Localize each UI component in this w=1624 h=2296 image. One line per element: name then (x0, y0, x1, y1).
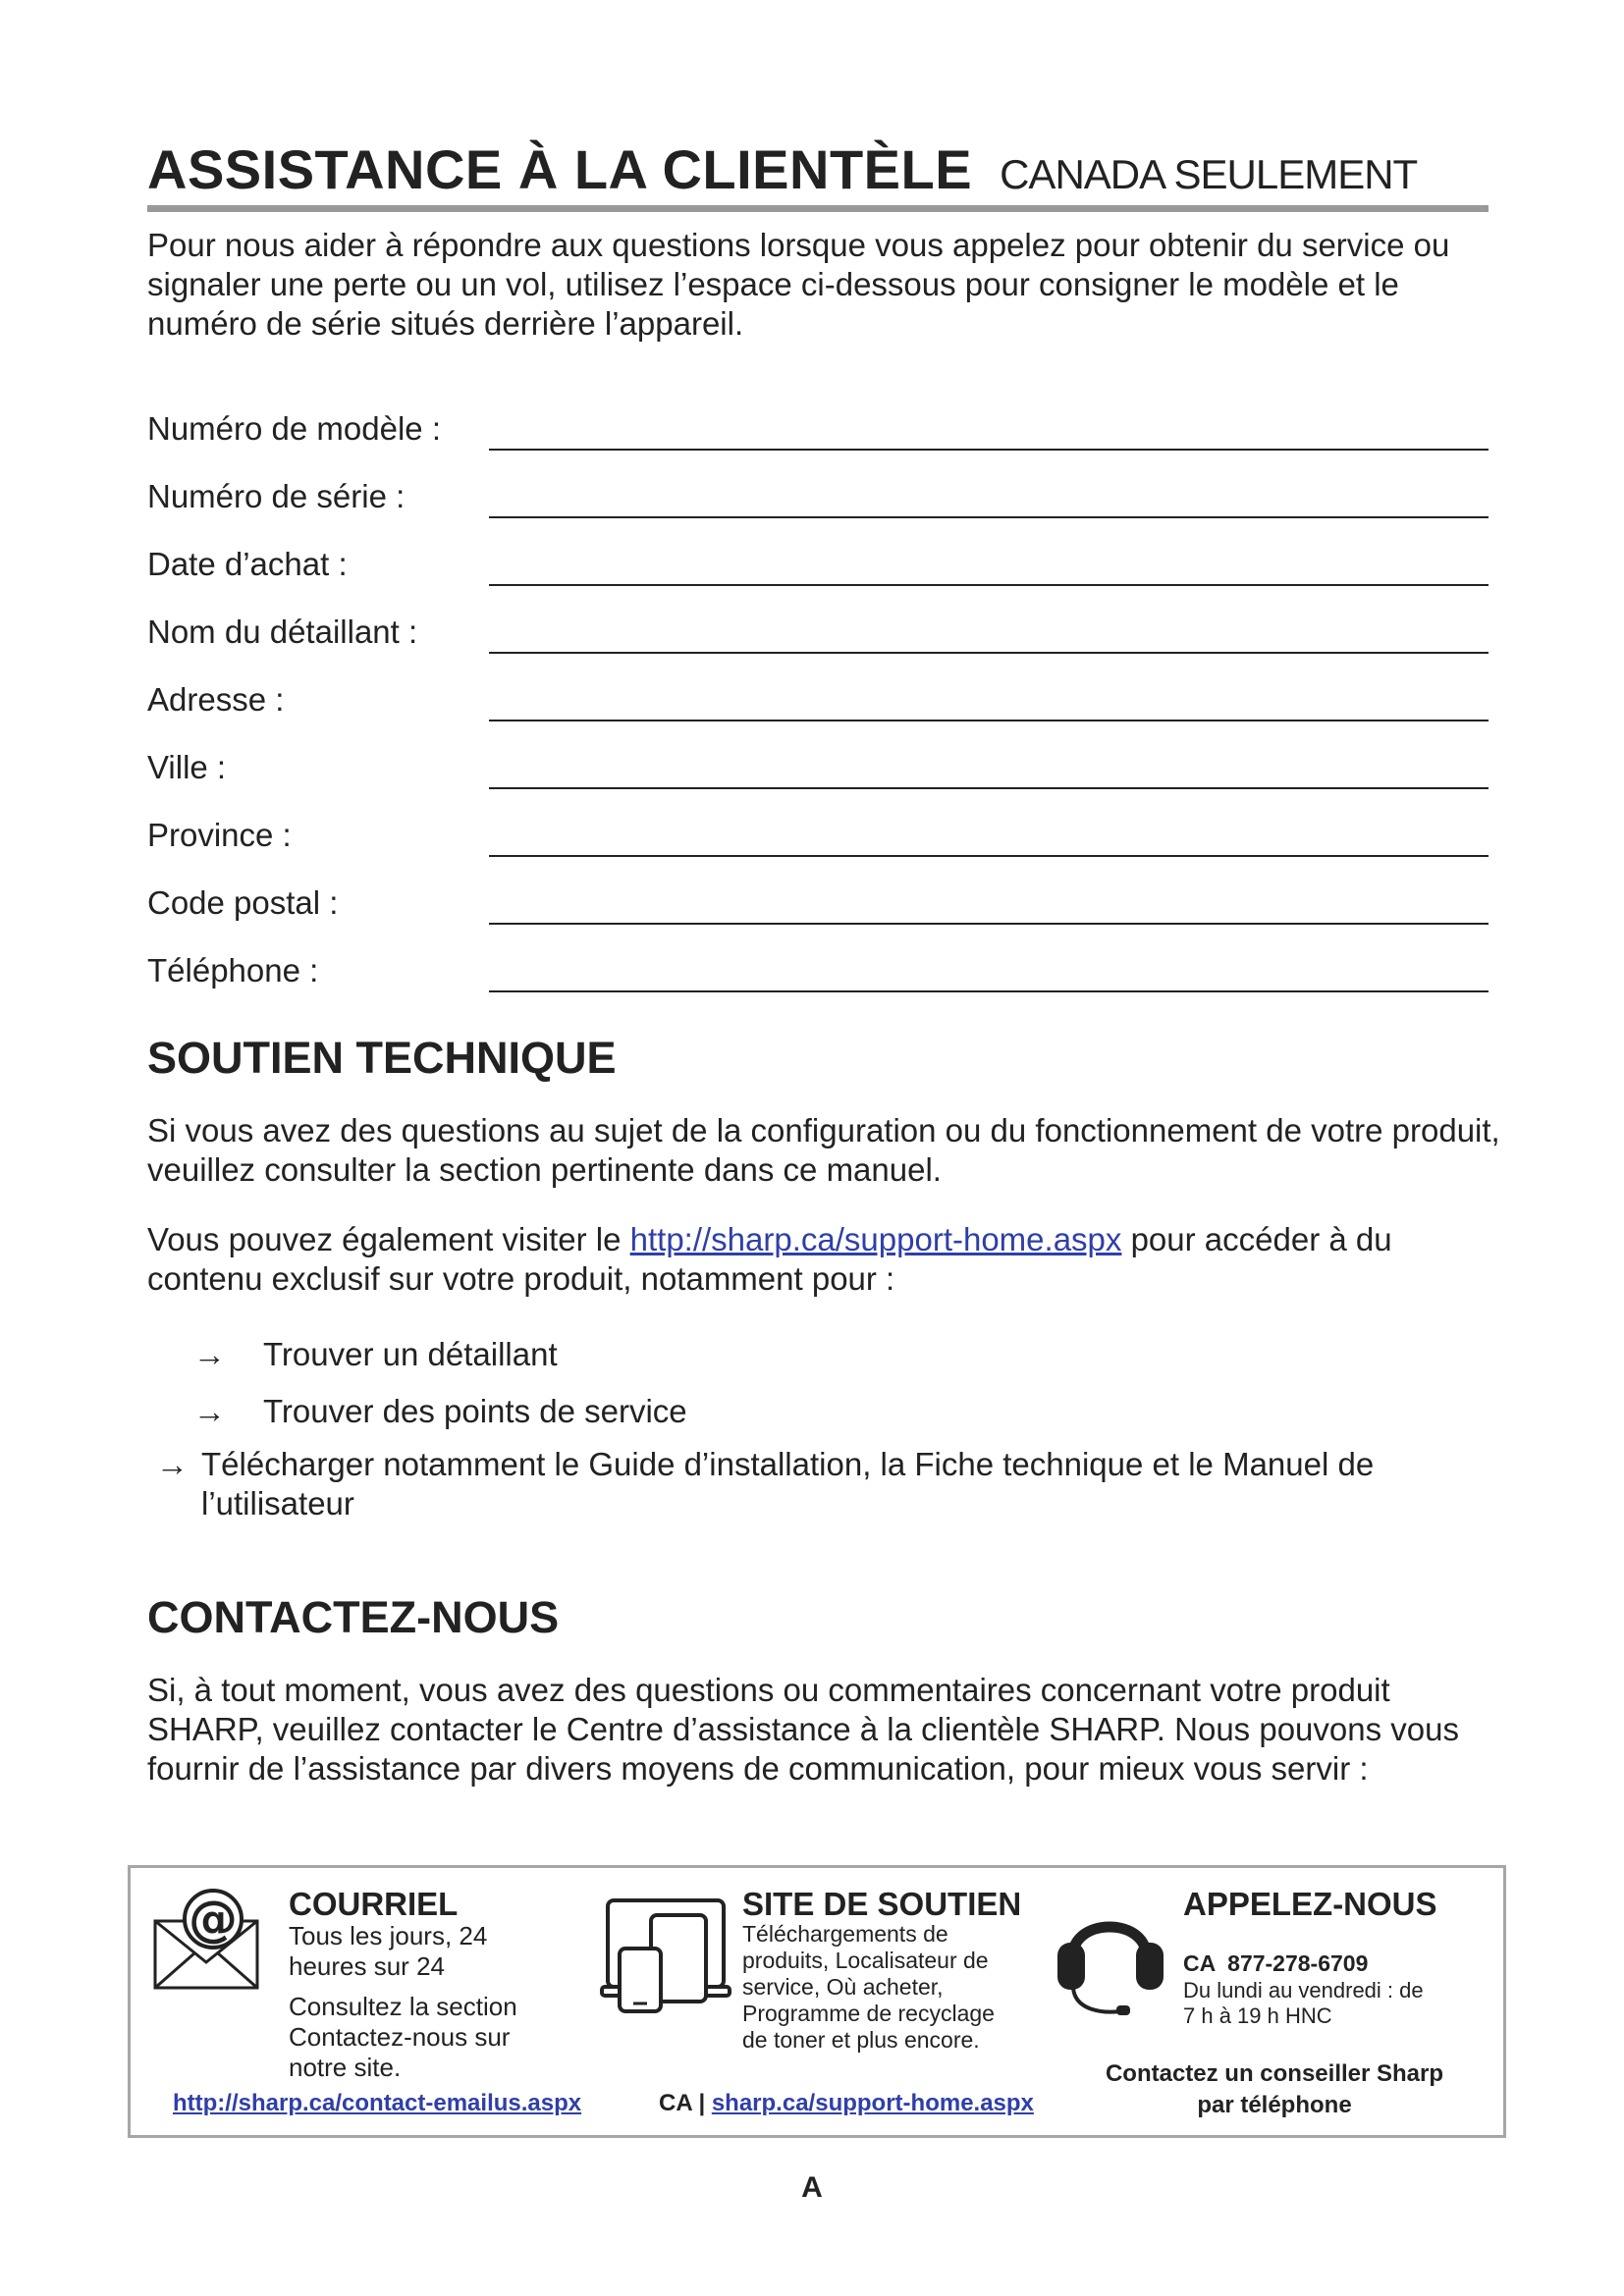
contact-heading: CONTACTEZ-NOUS (147, 1592, 560, 1642)
tech-paragraph-2 (147, 1220, 1502, 1299)
headset-icon (1056, 1896, 1168, 2018)
bullet-text: Télécharger notamment le Guide d’installation, la Fiche technique et le Manuel de l’utilisateur (201, 1446, 1375, 1522)
field-label: Province : (147, 817, 292, 853)
blank-line (489, 545, 1489, 586)
contact-methods-box (128, 1865, 1506, 2138)
blank-line (489, 816, 1489, 857)
field-serial (147, 451, 1489, 518)
phone-column (1044, 1868, 1505, 2135)
field-label: Téléphone : (147, 952, 319, 988)
support-home-link[interactable]: http://sharp.ca/support-home.aspx (629, 1221, 1122, 1257)
email-title: COURRIEL (289, 1886, 459, 1922)
field-label: Adresse : (147, 681, 285, 718)
tech-bullet-list (147, 1335, 1502, 1523)
email-hours: Tous les jours, 24 heures sur 24 (289, 1921, 488, 1981)
page-title (147, 137, 1489, 212)
field-model (147, 383, 1489, 451)
devices-icon (600, 1897, 732, 2015)
support-site-column (592, 1868, 1044, 2135)
field-label: Ville : (147, 749, 227, 785)
support-site-title: SITE DE SOUTIEN (742, 1886, 1022, 1922)
email-icon (152, 1886, 262, 1992)
list-item (147, 1335, 1502, 1392)
blank-line (489, 883, 1489, 925)
blank-line (489, 748, 1489, 789)
tech-text-after: pour accéder à du contenu exclusif sur votre produit, notamment pour : (147, 1221, 1392, 1297)
list-item (147, 1392, 1502, 1445)
blank-line (489, 613, 1489, 654)
field-label: Numéro de modèle : (147, 410, 441, 447)
field-province (147, 789, 1489, 857)
phone-title: APPELEZ-NOUS (1183, 1886, 1437, 1922)
record-form (147, 383, 1489, 992)
contact-paragraph: Si, à tout moment, vous avez des questions ou commentaires concernant votre produit SHARP, veuillez contacter le Centre d’assistance à la clientèle SHARP. Nous pouvons vous fournir de l’assistance par divers moyens de communication, pour mieux vous servir : (147, 1672, 1459, 1787)
email-instructions: Consultez la section Contactez-nous sur notre site. (289, 1992, 517, 2082)
bullet-text: Trouver un détaillant (263, 1336, 558, 1372)
contact-email-link[interactable]: http://sharp.ca/contact-emailus.aspx (173, 2090, 582, 2116)
phone-footer-text: Contactez un conseiller Sharp par téléphone (1105, 2060, 1444, 2118)
title-region: CANADA SEULEMENT (1000, 151, 1418, 197)
blank-line (489, 409, 1489, 451)
tech-paragraph-1: Si vous avez des questions au sujet de la configuration ou du fonctionnement de votre produit, veuillez consulter la section pertinente dans ce manuel. (147, 1112, 1500, 1188)
support-site-description: Téléchargements de produits, Localisateur de service, Où acheter, Programme de recyclage de toner et plus encore. (742, 1921, 995, 2053)
field-label: Date d’achat : (147, 546, 348, 582)
field-label: Nom du détaillant : (147, 614, 418, 650)
list-item (147, 1445, 1502, 1523)
bullet-text: Trouver des points de service (263, 1393, 687, 1429)
field-label: Code postal : (147, 884, 339, 921)
field-address (147, 654, 1489, 721)
svg-text:@: @ (189, 1891, 238, 1948)
blank-line (489, 477, 1489, 518)
title-main: ASSISTANCE À LA CLIENTÈLE (147, 138, 973, 200)
email-link-row (173, 2090, 581, 2117)
arrow-right-icon: → (193, 1393, 226, 1429)
support-site-link-row (659, 2090, 1034, 2117)
country-prefix: CA | (659, 2090, 712, 2116)
intro-paragraph: Pour nous aider à répondre aux questions lorsque vous appelez pour obtenir du service ou signaler une perte ou un vol, utilisez l’espace ci-dessous pour consigner le modèle et le numéro de série situés derrière l’appareil. (147, 227, 1450, 342)
phone-number: CA 877-278-6709 (1183, 1950, 1369, 1976)
page-number: A (801, 2171, 823, 2204)
tech-text-before: Vous pouvez également visiter le (147, 1221, 630, 1257)
field-postal-code (147, 857, 1489, 925)
field-purchase-date (147, 518, 1489, 586)
field-city (147, 721, 1489, 789)
field-phone (147, 925, 1489, 992)
arrow-right-icon: → (156, 1446, 189, 1482)
field-label: Numéro de série : (147, 478, 406, 514)
field-dealer (147, 586, 1489, 654)
phone-hours: Du lundi au vendredi : de 7 h à 19 h HNC (1183, 1978, 1424, 2028)
email-column (131, 1868, 592, 2135)
blank-line (489, 951, 1489, 992)
support-site-link[interactable]: sharp.ca/support-home.aspx (711, 2090, 1034, 2116)
blank-line (489, 680, 1489, 721)
arrow-right-icon: → (193, 1336, 226, 1372)
tech-support-heading: SOUTIEN TECHNIQUE (147, 1033, 617, 1083)
